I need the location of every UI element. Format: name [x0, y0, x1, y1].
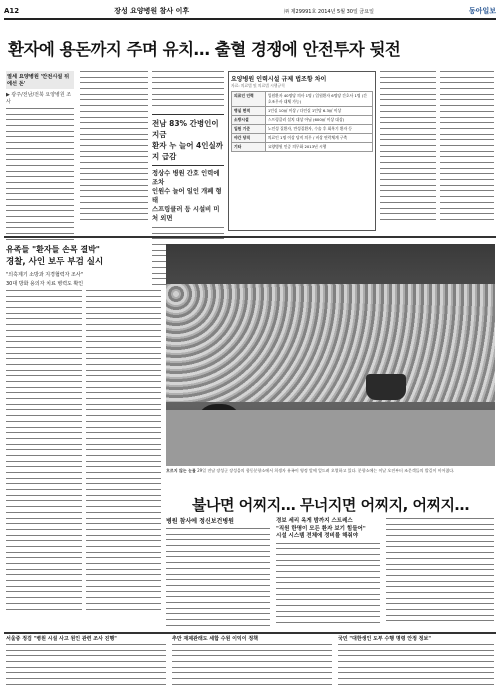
- footer-story-1: [6, 635, 166, 688]
- investigation-body-2: [86, 290, 161, 630]
- story-headline: 경찰, 사인 보두 부검 실시: [6, 257, 104, 267]
- investigation-story: [6, 244, 161, 287]
- memorial-photo: [166, 244, 495, 466]
- footer-story-title: 서울중 정검 "병원 시설 사고 원인 관련 조사 진행": [6, 636, 117, 642]
- table-row: 기타 요양병원 인증 의무화 2013년 시행: [232, 143, 373, 152]
- lower-story-2: [276, 518, 380, 633]
- footer-story-3: [338, 635, 494, 688]
- lower-story-kicker: 경보 세리 옥게 밤까지 스트레스: [276, 518, 353, 524]
- page-header: [4, 4, 496, 20]
- lower-story-title: 병원 참사에 정신보건병원: [166, 518, 234, 525]
- story-subhead-2: 30대 방화 용의자 치료 병력도 확인: [6, 281, 84, 287]
- regulation-table: [231, 91, 373, 152]
- incense-burner-icon: [366, 374, 406, 400]
- lower-story-sub-2: 시설 시스템 전체에 정비를 해줘야: [276, 533, 359, 539]
- story-kicker: 유족들 "환자들 손목 결박": [6, 245, 100, 254]
- page-number: A12: [4, 7, 20, 15]
- table-row: 의료인 인력 입원환자 40명당 의사 1명 / 입원환자 6명당 간호사 1명 (간호조무사 대체 가능): [232, 92, 373, 107]
- caption-text: 29일 전남 장성군 장성읍의 합동분향소에서 희생자 유족이 영정 앞에 엎드려 오열하고 있다. 분향소에는 이날 오전부터 조문객들의 발길이 이어졌다.: [197, 468, 455, 473]
- footer-story-title: 추만 재제관래도 세합 수원 이익이 정책: [172, 636, 258, 642]
- lead-column: [6, 71, 74, 248]
- lead-body-text: [6, 108, 74, 248]
- regulation-table-box: [228, 71, 376, 231]
- footer-story-title: 국민 "대한생인 도부 수행 명령 안정 정보": [338, 636, 431, 642]
- table-row: 병실 면적 1인실 10㎡ 이상 / 다인실 1인당 6.3㎡ 이상: [232, 107, 373, 116]
- story-subhead: "의혹제기 소방과 지경협력자 조사": [6, 272, 83, 278]
- footer-divider: [4, 632, 496, 634]
- flower-altar: [166, 284, 495, 402]
- body-column-2: [80, 71, 148, 231]
- body-column-6: [440, 71, 494, 231]
- table-source: 자료: 의료법 및 의료법 시행규칙: [231, 83, 285, 88]
- pull-quote-secondary: 정상수 병원 간호 인력에 조차 인원수 늘어 일인 개폐 형태 스프링클러 등 시설비 미처 외면: [152, 170, 222, 222]
- lead-byline: ▶ 광주/전남/전북 요양병원 조사: [6, 92, 72, 105]
- body-column-5: [380, 71, 436, 231]
- secondary-headline: 불나면 어찌지… 무너지면 어찌지, 어찌지…: [192, 496, 469, 514]
- table-row: 야간 당직 의료인 1명 이상 당직 의무 / 비상 연락체계 구축: [232, 134, 373, 143]
- table-title: 요양병원 인력시설 규제 법조항 차이: [231, 76, 327, 83]
- masthead: 동아일보: [468, 6, 496, 15]
- section-divider: [4, 236, 496, 238]
- caption-title: 흐르지 않는 눈물: [166, 468, 196, 473]
- lower-story-1: [166, 518, 270, 633]
- table-row: 소방시설 스프링클러 설치 대상 아님 (600㎡ 이상 대상): [232, 116, 373, 125]
- footer-story-2: [172, 635, 332, 688]
- lead-kicker: 열세 요양병원 '안전시설 뒤에선 돈': [6, 71, 74, 89]
- table-row: 입원 기준 노인성 질환자, 만성질환자, 수술 후 회복기 환자 등: [232, 125, 373, 134]
- main-headline: 환자에 용돈까지 주며 유치… 출혈 경쟁에 안전투자 뒷전: [8, 40, 401, 59]
- pull-quote: 전남 83% 간병인이 지금 환자 누 늘어 4인실까지 급감: [152, 119, 224, 161]
- issue-date: ㈜ 제29991호 2014년 5월 30일 금요일: [284, 8, 374, 15]
- lower-story-3: [386, 518, 494, 630]
- investigation-body-1: [6, 290, 82, 630]
- lower-story-sub: "직원 한명이 모든 환자 보기 힘들어": [276, 525, 366, 532]
- section-title: 장성 요양병원 참사 이후: [114, 7, 190, 15]
- photo-caption: [166, 468, 495, 474]
